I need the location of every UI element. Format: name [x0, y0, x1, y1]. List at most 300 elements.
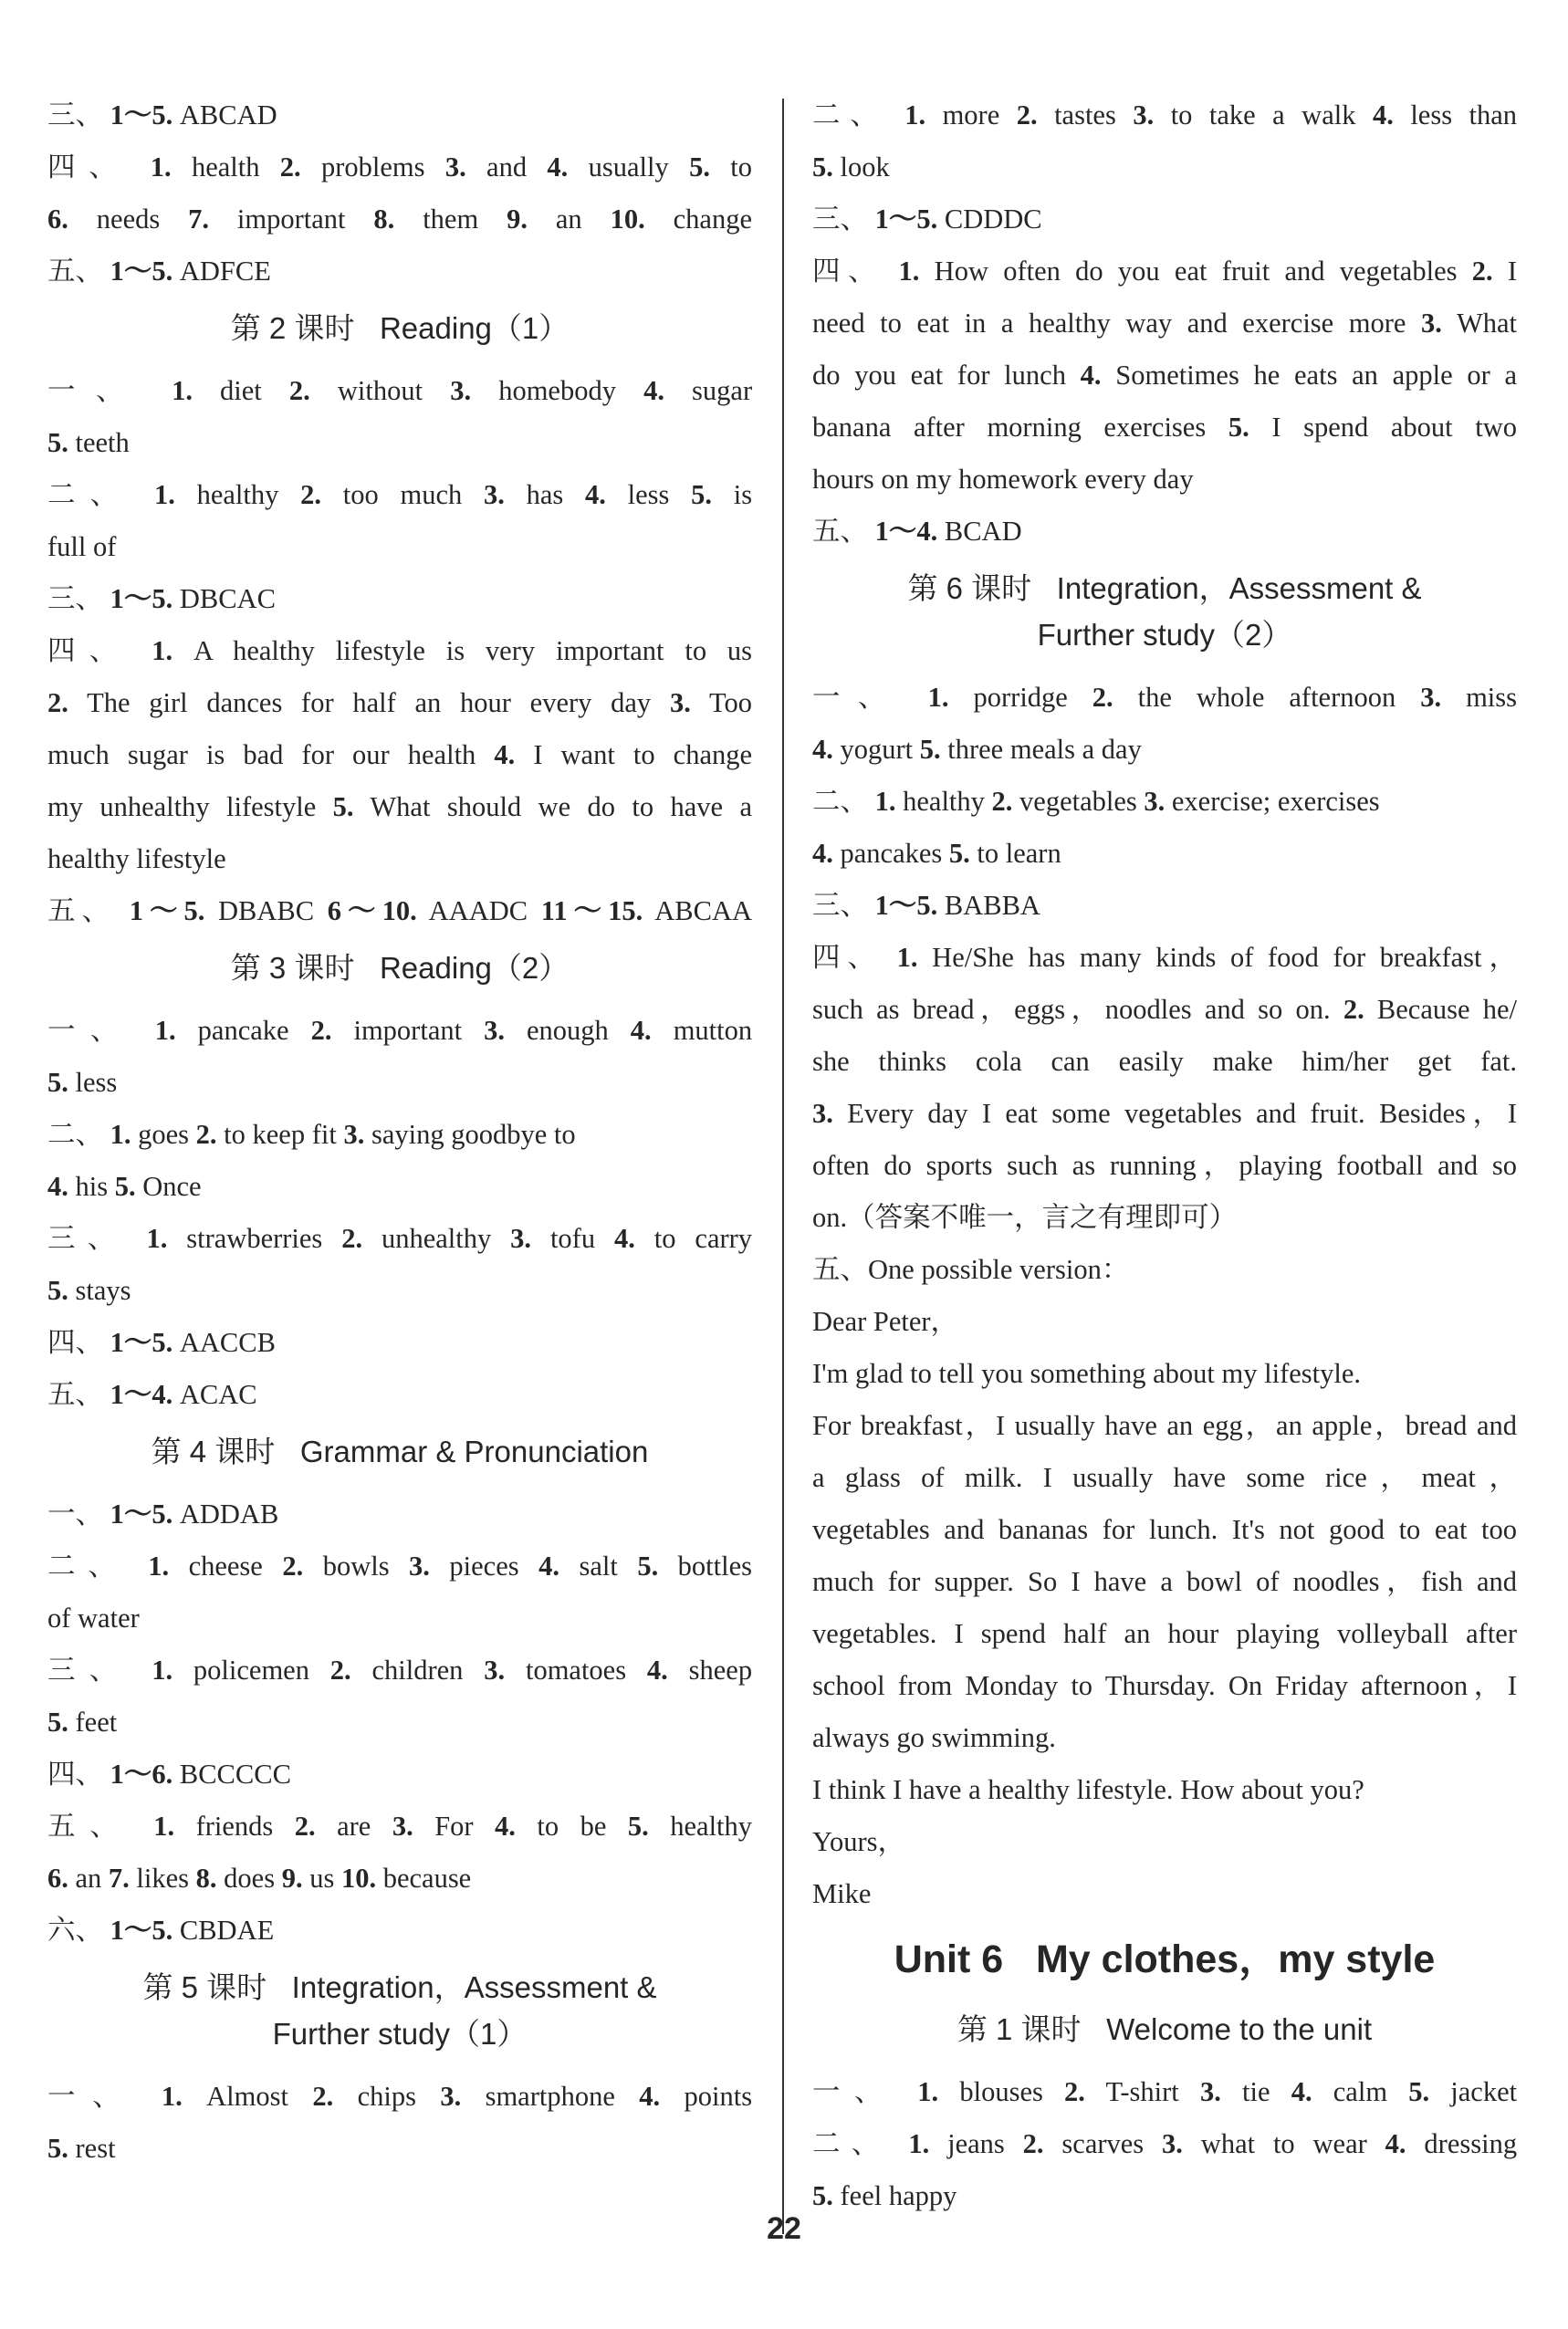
question-number: 9.	[281, 1863, 303, 1894]
question-number: 5.	[47, 1707, 68, 1738]
question-number: 1.	[110, 1119, 131, 1150]
answer-text: AACCB	[179, 1327, 276, 1358]
section-marker: 五、	[812, 516, 868, 547]
answer-text: mutton	[673, 1015, 752, 1046]
answer-text: much for supper. So I have a bowl of noodles，fish and	[812, 1566, 1517, 1597]
answer-text: on.（答案不唯一，言之有理即可）	[812, 1202, 1238, 1233]
answer-text: BABBA	[944, 890, 1040, 921]
question-number: 3.	[812, 1098, 833, 1129]
question-number: 1～5.	[129, 895, 205, 926]
answer-text: A healthy lifestyle is very important to us	[193, 635, 752, 666]
answer-text: does	[224, 1863, 276, 1894]
answer-line	[47, 1645, 752, 1697]
answer-text: and	[486, 151, 528, 183]
answer-line	[47, 1057, 752, 1109]
answer-text: 五、One possible version：	[812, 1254, 1130, 1285]
question-number: 1.	[908, 2128, 930, 2159]
answer-text: tie	[1242, 2076, 1270, 2107]
section-marker: 三、	[47, 1655, 131, 1686]
question-number: 2.	[341, 1223, 363, 1254]
section-marker: 二、	[812, 2128, 891, 2159]
answer-text: I'm glad to tell you something about my lifestyle.	[812, 1358, 1362, 1389]
question-number: 7.	[108, 1863, 130, 1894]
question-number: 3.	[1162, 2128, 1183, 2159]
answer-text: Mike	[812, 1878, 872, 1909]
question-number: 3.	[669, 687, 691, 718]
answer-line	[47, 521, 752, 573]
question-number: 4.	[1372, 99, 1394, 131]
lesson-heading-text: 第 4 课时	[151, 1435, 276, 1468]
question-number: 1.	[152, 1655, 173, 1686]
question-number: 9.	[507, 204, 528, 235]
answer-line	[47, 1801, 752, 1853]
answer-line	[812, 672, 1517, 724]
answer-text: I spend about two	[1271, 412, 1517, 443]
answer-text: do you eat for lunch	[812, 360, 1066, 391]
lesson-heading	[47, 305, 752, 351]
question-number: 4.	[614, 1223, 635, 1254]
answer-line	[812, 402, 1517, 454]
question-number: 5.	[332, 791, 354, 822]
question-number: 8.	[195, 1863, 217, 1894]
answer-line	[812, 1712, 1517, 1764]
answer-text: vegetables. I spend half an hour playing volleyball after	[812, 1618, 1517, 1649]
answer-line	[47, 2071, 752, 2123]
question-number: 4.	[47, 1171, 68, 1202]
question-number: 3.	[444, 151, 466, 183]
answer-line	[812, 1400, 1517, 1452]
answer-line	[47, 833, 752, 885]
answer-text: points	[684, 2081, 752, 2112]
question-number: 2.	[312, 2081, 334, 2112]
answer-line	[47, 625, 752, 677]
answer-text: Almost	[206, 2081, 288, 2112]
page-number: 22	[767, 2211, 801, 2246]
answer-line	[47, 1109, 752, 1161]
answer-text: stays	[75, 1275, 131, 1306]
answer-text: tomatoes	[525, 1655, 627, 1686]
lesson-heading-text: Grammar & Pronunciation	[299, 1435, 649, 1468]
answer-text: what to wear	[1200, 2128, 1367, 2159]
question-number: 1～5.	[874, 204, 938, 235]
question-number: 1.	[154, 1015, 176, 1046]
answer-text: too much	[342, 479, 463, 510]
answer-line	[47, 1161, 752, 1213]
question-number: 1.	[153, 479, 175, 510]
answer-text: change	[673, 204, 752, 235]
answer-text: homebody	[498, 375, 616, 406]
answer-text: need to eat in a healthy way and exercise more	[812, 308, 1406, 339]
answer-text: a glass of milk. I usually have some rice，meat，	[812, 1462, 1517, 1493]
question-number: 2.	[1016, 99, 1038, 131]
answer-line	[812, 1868, 1517, 1920]
question-number: 2.	[195, 1119, 217, 1150]
answer-text: tastes	[1054, 99, 1116, 131]
answer-line	[812, 89, 1517, 141]
section-marker: 三、	[47, 583, 103, 614]
answer-text: blouses	[959, 2076, 1043, 2107]
answer-line	[47, 1488, 752, 1540]
question-number: 4.	[585, 479, 606, 510]
section-marker: 四、	[47, 1327, 103, 1358]
section-marker: 五、	[47, 1379, 103, 1410]
unit-heading-text: My clothes，my style	[1035, 1937, 1436, 1981]
answer-text: usually	[588, 151, 669, 183]
answer-text: BCCCCC	[179, 1759, 291, 1790]
section-marker: 五、	[47, 256, 103, 287]
answer-text: hours on my homework every day	[812, 464, 1194, 495]
answer-text: healthy	[903, 786, 985, 817]
question-number: 4.	[547, 151, 569, 183]
section-marker: 二、	[47, 1119, 103, 1150]
question-number: 4.	[646, 1655, 668, 1686]
question-number: 3.	[1421, 308, 1442, 339]
answer-text: CBDAE	[179, 1915, 275, 1946]
question-number: 5.	[47, 2133, 68, 2164]
answer-text: yogurt	[840, 734, 914, 765]
answer-text: my unhealthy lifestyle	[47, 791, 317, 822]
section-marker: 四、	[47, 635, 131, 666]
question-number: 1.	[146, 1223, 168, 1254]
answer-text: to keep fit	[224, 1119, 337, 1150]
answer-line	[47, 245, 752, 298]
answer-text: important	[236, 204, 346, 235]
answer-text: needs	[96, 204, 161, 235]
unit-heading-text: Unit 6	[894, 1937, 1004, 1981]
answer-line	[47, 89, 752, 141]
question-number: 4.	[495, 1811, 516, 1842]
question-number: 2.	[991, 786, 1013, 817]
answer-text: sheep	[688, 1655, 752, 1686]
question-number: 1.	[917, 2076, 939, 2107]
answer-text: policemen	[193, 1655, 309, 1686]
answer-text: pancakes	[840, 838, 943, 869]
section-marker: 一、	[47, 1015, 133, 1046]
answer-text: porridge	[973, 682, 1068, 713]
answer-text: ADDAB	[179, 1499, 279, 1530]
section-marker: 一、	[812, 682, 904, 713]
answer-text: AAADC	[428, 895, 528, 926]
answer-line	[812, 932, 1517, 984]
answer-line	[812, 350, 1517, 402]
answer-text: because	[382, 1863, 472, 1894]
lesson-heading	[47, 945, 752, 991]
lesson-heading-text: Integration，Assessment &	[1056, 571, 1422, 605]
answer-text: jeans	[947, 2128, 1005, 2159]
answer-text: BCAD	[944, 516, 1022, 547]
answer-text: calm	[1333, 2076, 1388, 2107]
answer-text: DBCAC	[179, 583, 276, 614]
question-number: 1.	[161, 2081, 183, 2112]
answer-text: teeth	[75, 427, 130, 458]
answer-text: often do sports such as running，playing football and so	[812, 1150, 1517, 1181]
question-number: 2.	[310, 1015, 332, 1046]
question-number: 5.	[114, 1171, 136, 1202]
lesson-heading	[812, 611, 1517, 658]
question-number: 1.	[898, 256, 920, 287]
answer-line	[47, 1697, 752, 1749]
answer-line	[812, 984, 1517, 1036]
answer-line	[812, 1608, 1517, 1660]
question-number: 4.	[1385, 2128, 1406, 2159]
answer-line	[47, 1540, 752, 1593]
lesson-heading-text: Reading（1）	[379, 311, 570, 345]
answer-text: Yours，	[812, 1826, 905, 1857]
question-number: 3.	[1144, 786, 1166, 817]
answer-text: For	[434, 1811, 474, 1842]
question-number: 1～5.	[110, 583, 173, 614]
answer-line	[47, 1749, 752, 1801]
left-column	[47, 89, 752, 2175]
lesson-heading-text: 第 3 课时	[230, 951, 355, 985]
lesson-heading-text: 第 2 课时	[230, 311, 355, 345]
question-number: 5.	[812, 2180, 833, 2211]
answer-line	[812, 193, 1517, 245]
lesson-heading-text: Further study（2）	[1037, 618, 1292, 652]
answer-text: ABCAA	[654, 895, 752, 926]
question-number: 2.	[294, 1811, 316, 1842]
question-number: 5.	[919, 734, 941, 765]
answer-text: to take a walk	[1170, 99, 1356, 131]
answer-line	[47, 1005, 752, 1057]
answer-text: without	[337, 375, 423, 406]
answer-text: friends	[195, 1811, 274, 1842]
question-number: 3.	[440, 2081, 462, 2112]
answer-line	[47, 781, 752, 833]
answer-text: problems	[321, 151, 425, 183]
answer-line	[812, 298, 1517, 350]
question-number: 2.	[282, 1551, 304, 1582]
question-number: 3.	[484, 1655, 506, 1686]
question-number: 6～10.	[327, 895, 417, 926]
question-number: 3.	[1420, 682, 1442, 713]
lesson-heading	[812, 565, 1517, 611]
answer-text: such as bread，eggs，noodles and so on.	[812, 994, 1331, 1025]
answer-text: has	[526, 479, 564, 510]
answer-text: ACAC	[179, 1379, 257, 1410]
answer-text: healthy	[196, 479, 279, 510]
lesson-heading	[47, 2010, 752, 2057]
question-number: 5.	[47, 1275, 68, 1306]
question-number: 1.	[874, 786, 896, 817]
question-number: 5.	[47, 1067, 68, 1098]
question-number: 4.	[538, 1551, 559, 1582]
question-number: 6.	[47, 1863, 68, 1894]
answer-text: He/She has many kinds of food for breakfast，	[932, 942, 1517, 973]
answer-text: to learn	[977, 838, 1061, 869]
section-marker: 四、	[47, 1759, 103, 1790]
answer-line	[812, 1348, 1517, 1400]
question-number: 1～5.	[110, 1327, 173, 1358]
answer-line	[47, 193, 752, 245]
lesson-heading-text: 第 1 课时	[956, 2012, 1082, 2046]
answer-text: feet	[75, 1707, 118, 1738]
question-number: 1.	[152, 635, 173, 666]
section-marker: 五、	[47, 1811, 132, 1842]
answer-text: us	[309, 1863, 335, 1894]
question-number: 1～6.	[110, 1759, 173, 1790]
question-number: 4.	[494, 739, 516, 770]
section-marker: 二、	[812, 786, 868, 817]
answer-line	[812, 1764, 1517, 1816]
answer-text: Every day I eat some vegetables and fruit. Besides，I	[847, 1098, 1517, 1129]
unit-heading	[812, 1920, 1517, 1999]
answer-line	[812, 776, 1517, 828]
question-number: 2.	[1471, 256, 1493, 287]
answer-text: CDDDC	[944, 204, 1042, 235]
lesson-heading	[47, 1964, 752, 2010]
answer-line	[47, 1369, 752, 1421]
answer-text: feel happy	[840, 2180, 957, 2211]
question-number: 1～5.	[110, 99, 173, 131]
answer-line	[47, 1905, 752, 1957]
answer-line	[812, 2118, 1517, 2170]
answer-text: health	[191, 151, 260, 183]
section-marker: 一、	[47, 1499, 103, 1530]
answer-text: school from Monday to Thursday. On Friday afternoon，I	[812, 1670, 1517, 1701]
section-marker: 三、	[47, 1223, 128, 1254]
answer-text: diet	[220, 375, 262, 406]
answer-line	[47, 469, 752, 521]
question-number: 2.	[47, 687, 68, 718]
section-marker: 一、	[47, 2081, 138, 2112]
answer-line	[812, 1140, 1517, 1192]
question-number: 5.	[47, 427, 68, 458]
question-number: 4.	[639, 2081, 661, 2112]
right-column	[812, 89, 1517, 2222]
answer-text: an	[75, 1863, 102, 1894]
answer-line	[812, 1036, 1517, 1088]
question-number: 2.	[279, 151, 301, 183]
answer-text: What should we do to have a	[370, 791, 752, 822]
lesson-heading	[812, 2006, 1517, 2052]
question-number: 10.	[340, 1863, 377, 1894]
answer-text: pieces	[449, 1551, 519, 1582]
answer-line	[47, 573, 752, 625]
lesson-heading-text: Integration，Assessment &	[291, 1970, 657, 2004]
question-number: 1.	[148, 1551, 170, 1582]
answer-text: salt	[579, 1551, 618, 1582]
question-number: 2.	[300, 479, 322, 510]
answer-text: to	[730, 151, 752, 183]
lesson-heading	[47, 1428, 752, 1475]
answer-line	[47, 1317, 752, 1369]
answer-line	[47, 1265, 752, 1317]
answer-text: Too	[709, 687, 752, 718]
question-number: 3.	[1199, 2076, 1221, 2107]
question-number: 4.	[643, 375, 664, 406]
answer-text: The girl dances for half an hour every day	[87, 687, 652, 718]
question-number: 1～5.	[110, 1915, 173, 1946]
question-number: 3.	[450, 375, 472, 406]
answer-text: pancake	[197, 1015, 289, 1046]
question-number: 3.	[409, 1551, 430, 1582]
section-marker: 四、	[812, 256, 884, 287]
answer-text: vegetables	[1019, 786, 1137, 817]
answer-text: ABCAD	[179, 99, 277, 131]
question-number: 3.	[1133, 99, 1155, 131]
answer-line	[812, 1504, 1517, 1556]
lesson-heading-text: 第 6 课时	[907, 571, 1032, 605]
section-marker: 二、	[47, 1551, 129, 1582]
question-number: 1.	[150, 151, 172, 183]
lesson-heading-text: Further study（1）	[272, 2017, 528, 2051]
answer-line	[812, 141, 1517, 193]
answer-line	[47, 141, 752, 193]
answer-text: important	[353, 1015, 463, 1046]
column-divider	[782, 99, 784, 2234]
answer-line	[812, 1244, 1517, 1296]
answer-text: DBABC	[218, 895, 315, 926]
answer-line	[47, 677, 752, 729]
answer-text: For breakfast，I usually have an egg，an apple，bread and	[812, 1410, 1517, 1441]
answer-text: healthy	[670, 1811, 752, 1842]
answer-line	[812, 828, 1517, 880]
answer-text: chips	[357, 2081, 416, 2112]
answer-line	[812, 245, 1517, 298]
question-number: 3.	[343, 1119, 365, 1150]
answer-line	[812, 1816, 1517, 1868]
section-marker: 二、	[812, 99, 888, 131]
answer-line	[47, 2123, 752, 2175]
question-number: 1～4.	[874, 516, 938, 547]
answer-text: Once	[142, 1171, 202, 1202]
answer-text: less	[627, 479, 670, 510]
lesson-heading-text: Reading（2）	[379, 951, 570, 985]
question-number: 2.	[1092, 682, 1113, 713]
answer-line	[47, 1593, 752, 1645]
question-number: 3.	[484, 479, 505, 510]
question-number: 2.	[1343, 994, 1364, 1025]
answer-text: What	[1456, 308, 1517, 339]
answer-text: exercise; exercises	[1171, 786, 1380, 817]
question-number: 4.	[812, 838, 833, 869]
answer-text: How often do you eat fruit and vegetables	[934, 256, 1458, 287]
answer-text: I want to change	[533, 739, 752, 770]
answer-text: goes	[138, 1119, 190, 1150]
question-number: 5.	[637, 1551, 659, 1582]
question-number: 1～5.	[110, 1499, 173, 1530]
question-number: 2.	[1022, 2128, 1044, 2159]
answer-text: ADFCE	[179, 256, 271, 287]
answer-text: I think I have a healthy lifestyle. How about you?	[812, 1774, 1364, 1805]
answer-text: them	[423, 204, 479, 235]
answer-text: children	[371, 1655, 464, 1686]
answer-line	[812, 1556, 1517, 1608]
section-marker: 一、	[47, 375, 144, 406]
answer-text: scarves	[1061, 2128, 1145, 2159]
section-marker: 三、	[812, 890, 868, 921]
answer-line	[47, 1213, 752, 1265]
answer-text: smartphone	[485, 2081, 615, 2112]
answer-text: less than	[1410, 99, 1517, 131]
section-marker: 四、	[47, 151, 131, 183]
answer-line	[812, 880, 1517, 932]
question-number: 11～15.	[540, 895, 643, 926]
question-number: 1.	[896, 942, 918, 973]
answer-text: less	[75, 1067, 118, 1098]
answer-line	[47, 417, 752, 469]
answer-text: she thinks cola can easily make him/her get fat.	[812, 1046, 1517, 1077]
answer-text: Dear Peter，	[812, 1306, 959, 1337]
answer-text: Sometimes he eats an apple or a	[1115, 360, 1517, 391]
question-number: 5.	[627, 1811, 649, 1842]
answer-text: full of	[47, 531, 117, 562]
question-number: 1.	[904, 99, 926, 131]
section-marker: 四、	[812, 942, 883, 973]
answer-text: is	[733, 479, 752, 510]
answer-line	[812, 1296, 1517, 1348]
